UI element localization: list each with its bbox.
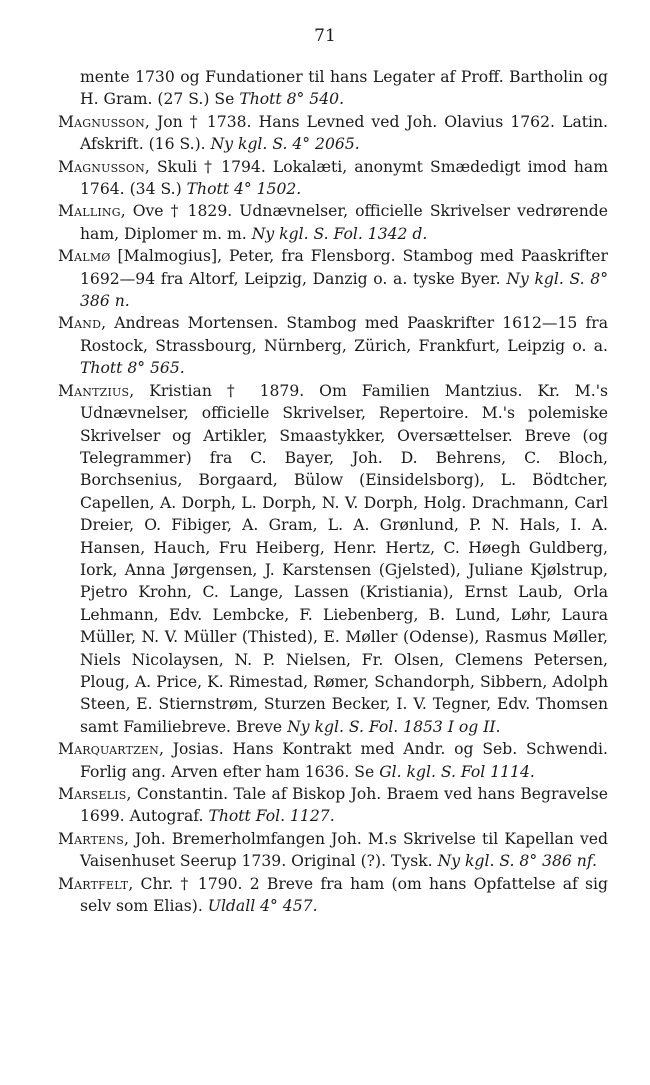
entry: Malmø [Malmogius], Peter, fra Flensborg. Stambog med Paaskrifter 1692—94 fra Altorf, Leipzig, Danzig o. a. tyske Byer. Ny kgl. S. 8° 386 n. xyxy=(58,247,608,311)
entry-continuation: mente 1730 og Fundationer til hans Legater af Proff. Bartholin og H. Gram. (27 S.) Se Thott 8° 540. xyxy=(80,68,608,109)
entry: Marquartzen, Josias. Hans Kontrakt med Andr. og Seb. Schwendi. Forlig ang. Arven efter ham 1636. Se Gl. kgl. S. Fol 1114. xyxy=(58,740,608,781)
entry: Mand, Andreas Mortensen. Stambog med Paaskrifter 1612—15 fra Rostock, Strassbourg, Nürnberg, Zürich, Frankfurt, Leipzig o. a. Thott 8° 565. xyxy=(58,314,608,378)
entry: Martfelt, Chr. † 1790. 2 Breve fra ham (om hans Opfattelse af sig selv som Elias). Uldall 4° 457. xyxy=(58,874,608,916)
entry-list xyxy=(58,66,608,917)
entry: Mantzius, Kristian † 1879. Om Familien Mantzius. Kr. M.'s Udnævnelser, officielle Skrivelser, Repertoire. M.'s polemiske Skrivelser og Artikler, Smaastykker, Oversættelser. Breve (og Telegrammer) fra C. Bayer, Joh. D. Behrens, C. Bloch, Borchsenius, Borgaard, Bülow (Einsidelsborg), L. Bödtcher, Capellen, A. Dorph, L. Dorph, N. V. Dorph, Holg. Drachmann, Carl Dreier, O. Fibiger, A. Gram, L. A. Grønlund, P. N. Hals, I. A. Hansen, Hauch, Fru Heiberg, Henr. Hertz, C. Høegh Guldberg, Iork, Anna Jørgensen, J. Karstensen (Gjelsted), Juliane Kjølstrup, Pjetro Krohn, C. Lange, Lassen (Kristiania), Ernst Laub, Orla Lehmann, Edv. Lembcke, F. Liebenberg, B. Lund, Løhr, Laura Müller, N. V. Müller (Thisted), E. Møller (Odense), Rasmus Møller, Niels Nicolaysen, N. P. Nielsen, Fr. Olsen, Clemens Petersen, Ploug, A. Price, K. Rimestad, Rømer, Schandorph, Sibbern, Adolph Steen, E. Stiernstrøm, Sturzen Becker, I. V. Tegner, Edv. Thomsen samt Familiebreve. Breve Ny kgl. S. Fol. 1853 I og II. xyxy=(58,381,608,736)
entry: Magnusson, Skuli † 1794. Lokalæti, anonymt Smædedigt imod ham 1764. (34 S.) Thott 4° 1502. xyxy=(58,157,608,199)
entry: Magnusson, Jon † 1738. Hans Levned ved Joh. Olavius 1762. Latin. Afskrift. (16 S.). Ny kgl. S. 4° 2065. xyxy=(58,112,608,154)
page-number: 71 xyxy=(314,26,336,46)
entry: Martens, Joh. Bremerholmfangen Joh. M.s Skrivelse til Kapellan ved Vaisenhuset Seerup 1739. Original (?). Tysk. Ny kgl. S. 8° 386 nf. xyxy=(58,829,608,871)
entry: Malling, Ove † 1829. Udnævnelser, officielle Skrivelser vedrørende ham, Diplomer m. m. Ny kgl. S. Fol. 1342 d. xyxy=(58,202,608,243)
entry: Marselis, Constantin. Tale af Biskop Joh. Braem ved hans Begravelse 1699. Autograf. Thott Fol. 1127. xyxy=(58,785,608,826)
